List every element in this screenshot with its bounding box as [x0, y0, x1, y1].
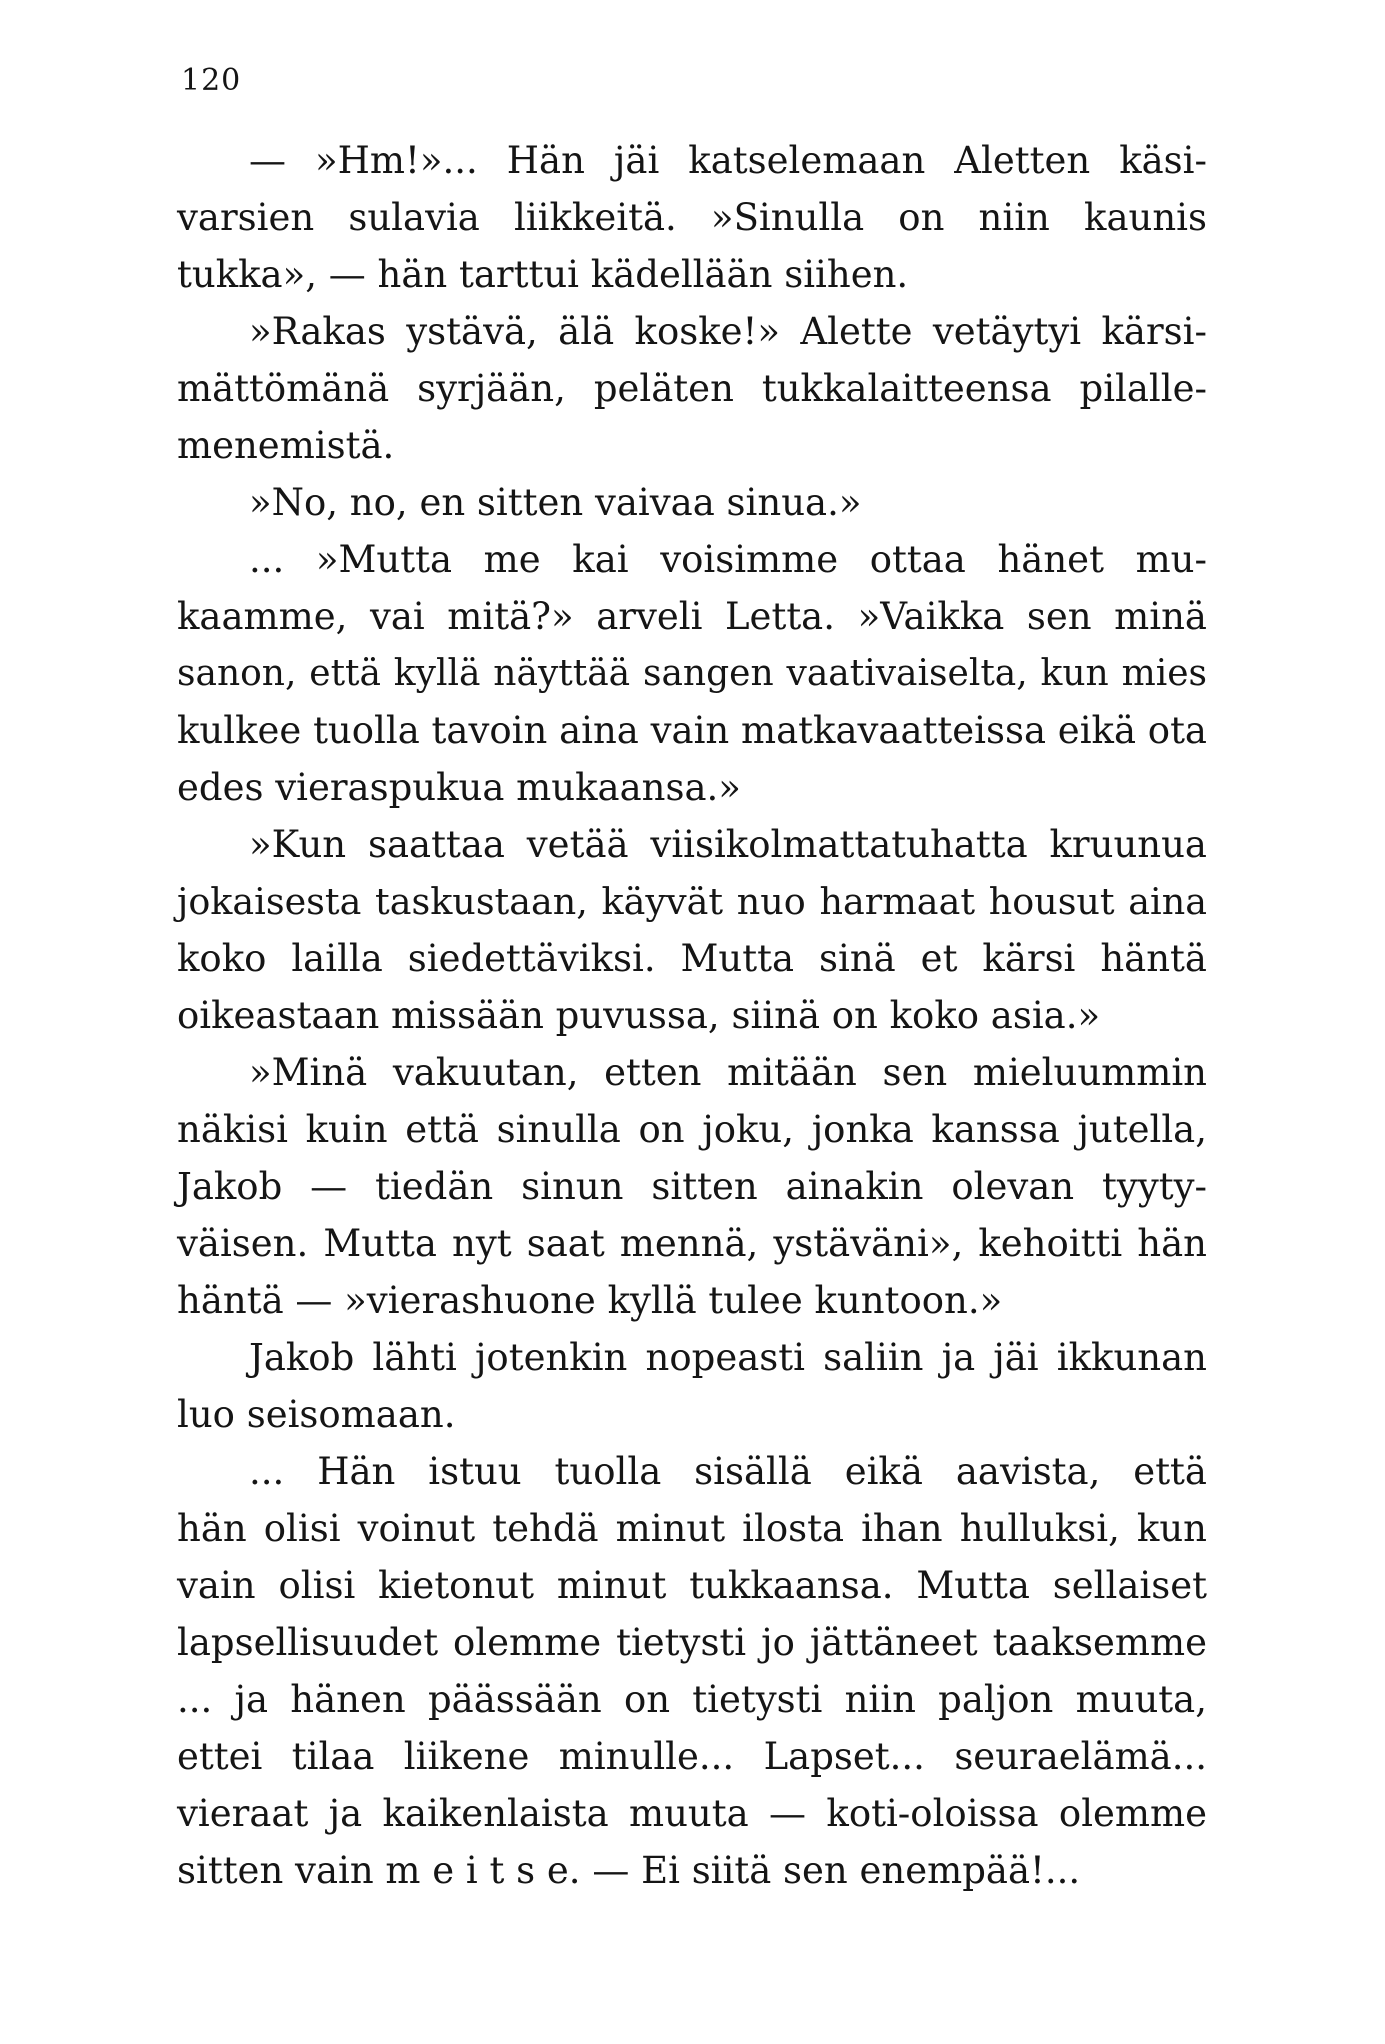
- page-number: 120: [181, 63, 242, 98]
- text-line: sitten vain m e i t s e. — Ei siitä sen enempää!...: [177, 1849, 1081, 1892]
- text-line: ettei tilaa liikene minulle... Lapset... seuraelämä...: [177, 1735, 1207, 1778]
- text-line: vieraat ja kaikenlaista muuta — koti-oloissa olemme: [177, 1792, 1207, 1835]
- text-line: näkisi kuin että sinulla on joku, jonka kanssa jutella,: [177, 1108, 1207, 1151]
- text-line: ... Hän istuu tuolla sisällä eikä aavista, että: [249, 1450, 1207, 1493]
- text-line: vain olisi kietonut minut tukkaansa. Mutta sellaiset: [177, 1564, 1207, 1607]
- text-line: häntä — »vierashuone kyllä tulee kuntoon.»: [177, 1279, 1003, 1322]
- text-line: luo seisomaan.: [177, 1393, 456, 1436]
- text-line: varsien sulavia liikkeitä. »Sinulla on niin kaunis: [177, 196, 1207, 239]
- text-line: väisen. Mutta nyt saat mennä, ystäväni», kehoitti hän: [177, 1222, 1207, 1265]
- text-line: — »Hm!»... Hän jäi katselemaan Aletten käsi-: [249, 139, 1207, 182]
- text-line: »Minä vakuutan, etten mitään sen mieluummin: [249, 1051, 1207, 1094]
- text-line: Jakob lähti jotenkin nopeasti saliin ja jäi ikkunan: [249, 1336, 1207, 1379]
- text-line: mättömänä syrjään, peläten tukkalaitteensa pilalle-: [177, 367, 1207, 410]
- text-line: hän olisi voinut tehdä minut ilosta ihan hulluksi, kun: [177, 1507, 1207, 1550]
- text-line: menemistä.: [177, 424, 395, 467]
- text-line: edes vieraspukua mukaansa.»: [177, 766, 741, 809]
- text-line: kulkee tuolla tavoin aina vain matkavaatteissa eikä ota: [177, 709, 1207, 752]
- text-line: jokaisesta taskustaan, käyvät nuo harmaat housut aina: [177, 880, 1207, 923]
- text-line: lapsellisuudet olemme tietysti jo jättäneet taaksemme: [177, 1621, 1207, 1664]
- text-line: kaamme, vai mitä?» arveli Letta. »Vaikka sen minä: [177, 595, 1207, 638]
- text-line: tukka», — hän tarttui kädellään siihen.: [177, 253, 909, 296]
- text-line: oikeastaan missään puvussa, siinä on koko asia.»: [177, 994, 1101, 1037]
- text-line: »Rakas ystävä, älä koske!» Alette vetäytyi kärsi-: [249, 310, 1207, 353]
- text-line: koko lailla siedettäviksi. Mutta sinä et kärsi häntä: [177, 937, 1207, 980]
- body-text: [177, 132, 1207, 1899]
- text-line: »Kun saattaa vetää viisikolmattatuhatta kruunua: [249, 823, 1207, 866]
- text-line: sanon, että kyllä näyttää sangen vaativaiselta, kun mies: [177, 653, 1207, 694]
- text-line: ... »Mutta me kai voisimme ottaa hänet mu-: [249, 538, 1207, 581]
- text-line: ... ja hänen päässään on tietysti niin paljon muuta,: [177, 1678, 1207, 1721]
- text-line: »No, no, en sitten vaivaa sinua.»: [249, 481, 862, 524]
- text-line: Jakob — tiedän sinun sitten ainakin olevan tyyty-: [177, 1165, 1207, 1208]
